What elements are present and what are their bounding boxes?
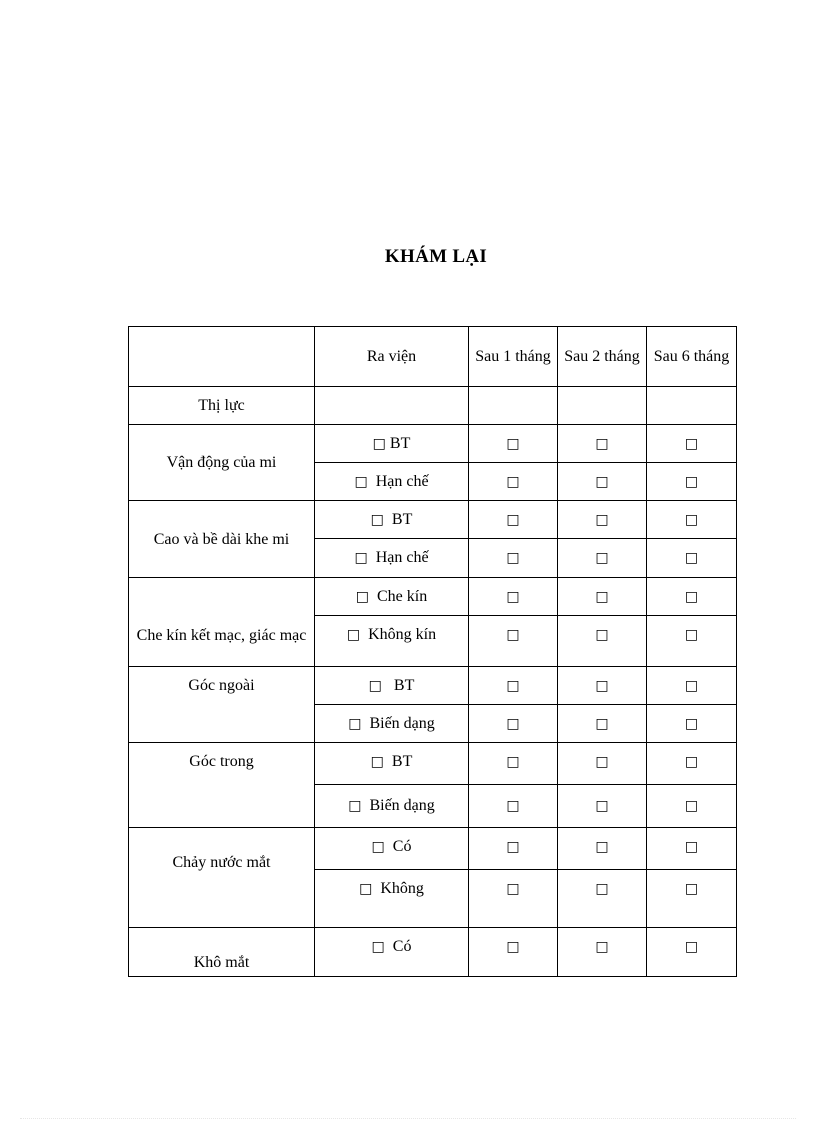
option-label: BT [391, 753, 413, 770]
table-row [129, 578, 737, 616]
option-label: Hạn chế [375, 549, 429, 566]
checkbox-icon[interactable]: □ [506, 511, 520, 528]
table-row [129, 828, 737, 870]
checkbox-icon[interactable]: □ [506, 435, 520, 452]
checkbox-icon[interactable]: □ [355, 588, 369, 605]
option-cell[interactable] [315, 425, 469, 463]
checkbox-cell[interactable] [469, 828, 558, 870]
option-cell[interactable] [315, 463, 469, 501]
checkbox-icon[interactable]: □ [684, 839, 699, 855]
checkbox-cell[interactable] [647, 539, 737, 578]
header-ra-vien: Ra viện [315, 327, 469, 387]
table-row [129, 743, 737, 785]
checkbox-cell[interactable] [647, 578, 737, 616]
checkbox-icon[interactable]: □ [595, 550, 609, 566]
checkbox-icon[interactable]: □ [684, 435, 699, 452]
checkbox-icon[interactable]: □ [370, 511, 384, 528]
checkbox-icon[interactable]: □ [595, 798, 609, 814]
table-row [129, 928, 737, 977]
checkbox-icon[interactable]: □ [354, 473, 368, 490]
checkbox-cell[interactable] [558, 870, 647, 928]
checkbox-icon[interactable]: □ [506, 677, 520, 694]
checkbox-cell[interactable] [558, 539, 647, 578]
checkbox-icon[interactable]: □ [368, 677, 382, 694]
option-label: Có [392, 838, 412, 855]
option-label: BT [391, 510, 413, 528]
checkbox-icon[interactable]: □ [372, 435, 386, 452]
checkbox-cell[interactable] [558, 743, 647, 785]
checkbox-cell[interactable] [647, 785, 737, 828]
checkbox-icon[interactable]: □ [346, 627, 361, 643]
checkbox-cell[interactable] [469, 463, 558, 501]
checkbox-icon[interactable]: □ [595, 473, 609, 490]
checkbox-cell[interactable] [558, 463, 647, 501]
header-row [129, 327, 737, 387]
table-row [129, 425, 737, 463]
table-row [129, 667, 737, 705]
checkbox-cell[interactable] [647, 463, 737, 501]
header-sau-6-thang: Sau 6 tháng [647, 327, 737, 387]
checkbox-cell[interactable] [647, 928, 737, 977]
checkbox-cell[interactable] [469, 705, 558, 743]
row-label-che-kin: Che kín kết mạc, giác mạc [129, 578, 315, 667]
thi-luc-ra-vien-cell[interactable] [315, 387, 469, 425]
checkbox-cell[interactable] [469, 578, 558, 616]
checkbox-cell[interactable] [469, 425, 558, 463]
thi-luc-sau1-cell[interactable] [469, 387, 558, 425]
page-title: KHÁM LẠI [384, 246, 488, 267]
checkbox-icon[interactable]: □ [684, 550, 699, 566]
checkbox-cell[interactable] [469, 870, 558, 928]
checkbox-icon[interactable]: □ [684, 715, 699, 732]
option-cell[interactable] [315, 616, 469, 667]
checkbox-icon[interactable]: □ [371, 939, 385, 955]
checkbox-icon[interactable]: □ [684, 881, 699, 897]
exam-table [128, 326, 737, 977]
checkbox-cell[interactable] [558, 501, 647, 539]
checkbox-cell[interactable] [469, 539, 558, 578]
checkbox-icon[interactable]: □ [684, 511, 699, 528]
checkbox-icon[interactable]: □ [595, 939, 609, 955]
checkbox-cell[interactable] [558, 928, 647, 977]
checkbox-cell[interactable] [647, 616, 737, 667]
checkbox-icon[interactable]: □ [684, 588, 699, 605]
checkbox-icon[interactable]: □ [684, 627, 699, 643]
checkbox-cell[interactable] [469, 667, 558, 705]
row-label-goc-ngoai: Góc ngoài [129, 667, 315, 743]
checkbox-cell[interactable] [558, 578, 647, 616]
checkbox-icon[interactable]: □ [684, 473, 699, 490]
checkbox-icon[interactable]: □ [506, 754, 520, 770]
checkbox-icon[interactable]: □ [506, 473, 520, 490]
checkbox-icon[interactable]: □ [595, 754, 609, 770]
checkbox-icon[interactable]: □ [370, 754, 384, 770]
checkbox-icon[interactable]: □ [595, 588, 609, 605]
option-label: Không [380, 880, 424, 897]
checkbox-icon[interactable]: □ [684, 677, 699, 694]
option-cell[interactable] [315, 928, 469, 977]
checkbox-icon[interactable]: □ [595, 511, 609, 528]
checkbox-icon[interactable]: □ [595, 677, 609, 694]
row-label-goc-trong: Góc trong [129, 743, 315, 828]
checkbox-cell[interactable] [558, 667, 647, 705]
checkbox-cell[interactable] [469, 616, 558, 667]
checkbox-cell[interactable] [558, 828, 647, 870]
header-sau-1-thang: Sau 1 tháng [469, 327, 558, 387]
checkbox-cell[interactable] [469, 501, 558, 539]
checkbox-icon[interactable]: □ [354, 550, 368, 566]
option-label: Che kín [377, 587, 428, 605]
checkbox-cell[interactable] [647, 667, 737, 705]
checkbox-icon[interactable]: □ [684, 754, 699, 770]
option-cell[interactable] [315, 501, 469, 539]
checkbox-icon[interactable]: □ [506, 550, 520, 566]
checkbox-icon[interactable]: □ [684, 939, 699, 955]
checkbox-cell[interactable] [647, 828, 737, 870]
header-empty-cell [129, 327, 315, 387]
thi-luc-sau6-cell[interactable] [647, 387, 737, 425]
option-cell[interactable] [315, 828, 469, 870]
table-row [129, 387, 737, 425]
checkbox-cell[interactable] [558, 785, 647, 828]
checkbox-cell[interactable] [558, 705, 647, 743]
checkbox-cell[interactable] [469, 928, 558, 977]
checkbox-icon[interactable]: □ [371, 839, 385, 855]
checkbox-icon[interactable]: □ [595, 715, 609, 732]
checkbox-icon[interactable]: □ [595, 881, 609, 897]
checkbox-icon[interactable]: □ [506, 715, 520, 732]
checkbox-icon[interactable]: □ [684, 798, 699, 814]
checkbox-cell[interactable] [558, 425, 647, 463]
checkbox-cell[interactable] [647, 501, 737, 539]
option-cell[interactable] [315, 870, 469, 928]
option-label: BT [393, 676, 415, 694]
checkbox-cell[interactable] [647, 425, 737, 463]
row-label-chay-nuoc-mat: Chảy nước mắt [129, 828, 315, 928]
checkbox-icon[interactable]: □ [506, 881, 520, 897]
checkbox-cell[interactable] [647, 870, 737, 928]
checkbox-icon[interactable]: □ [506, 798, 520, 814]
checkbox-icon[interactable]: □ [359, 881, 373, 897]
option-cell[interactable] [315, 785, 469, 828]
thi-luc-sau2-cell[interactable] [558, 387, 647, 425]
option-cell[interactable] [315, 743, 469, 785]
row-label-cao-be-dai: Cao và bề dài khe mi [129, 501, 315, 578]
option-label: Hạn chế [375, 472, 429, 490]
option-cell[interactable] [315, 667, 469, 705]
checkbox-icon[interactable]: □ [595, 627, 609, 643]
row-label-van-dong: Vận động của mi [129, 425, 315, 501]
checkbox-cell[interactable] [647, 743, 737, 785]
option-label: Có [392, 938, 412, 955]
checkbox-icon[interactable]: □ [506, 839, 520, 855]
checkbox-cell[interactable] [469, 743, 558, 785]
page-bottom-divider [20, 1118, 796, 1119]
row-label-thi-luc: Thị lực [129, 387, 315, 425]
checkbox-icon[interactable]: □ [506, 588, 520, 605]
checkbox-cell[interactable] [558, 616, 647, 667]
table-row [129, 501, 737, 539]
checkbox-icon[interactable]: □ [506, 939, 520, 955]
option-label: Không kín [368, 626, 437, 643]
option-label: Biến dạng [369, 797, 435, 814]
option-cell[interactable] [315, 539, 469, 578]
checkbox-icon[interactable]: □ [595, 839, 609, 855]
checkbox-cell[interactable] [469, 785, 558, 828]
checkbox-icon[interactable]: □ [595, 435, 609, 452]
option-label: Biến dạng [369, 714, 435, 732]
checkbox-icon[interactable]: □ [348, 798, 362, 814]
checkbox-icon[interactable]: □ [506, 627, 520, 643]
checkbox-icon[interactable]: □ [348, 715, 362, 732]
option-label: BT [389, 434, 411, 452]
option-cell[interactable] [315, 578, 469, 616]
header-sau-2-thang: Sau 2 tháng [558, 327, 647, 387]
row-label-kho-mat: Khô mắt [129, 928, 315, 977]
checkbox-cell[interactable] [647, 705, 737, 743]
option-cell[interactable] [315, 705, 469, 743]
